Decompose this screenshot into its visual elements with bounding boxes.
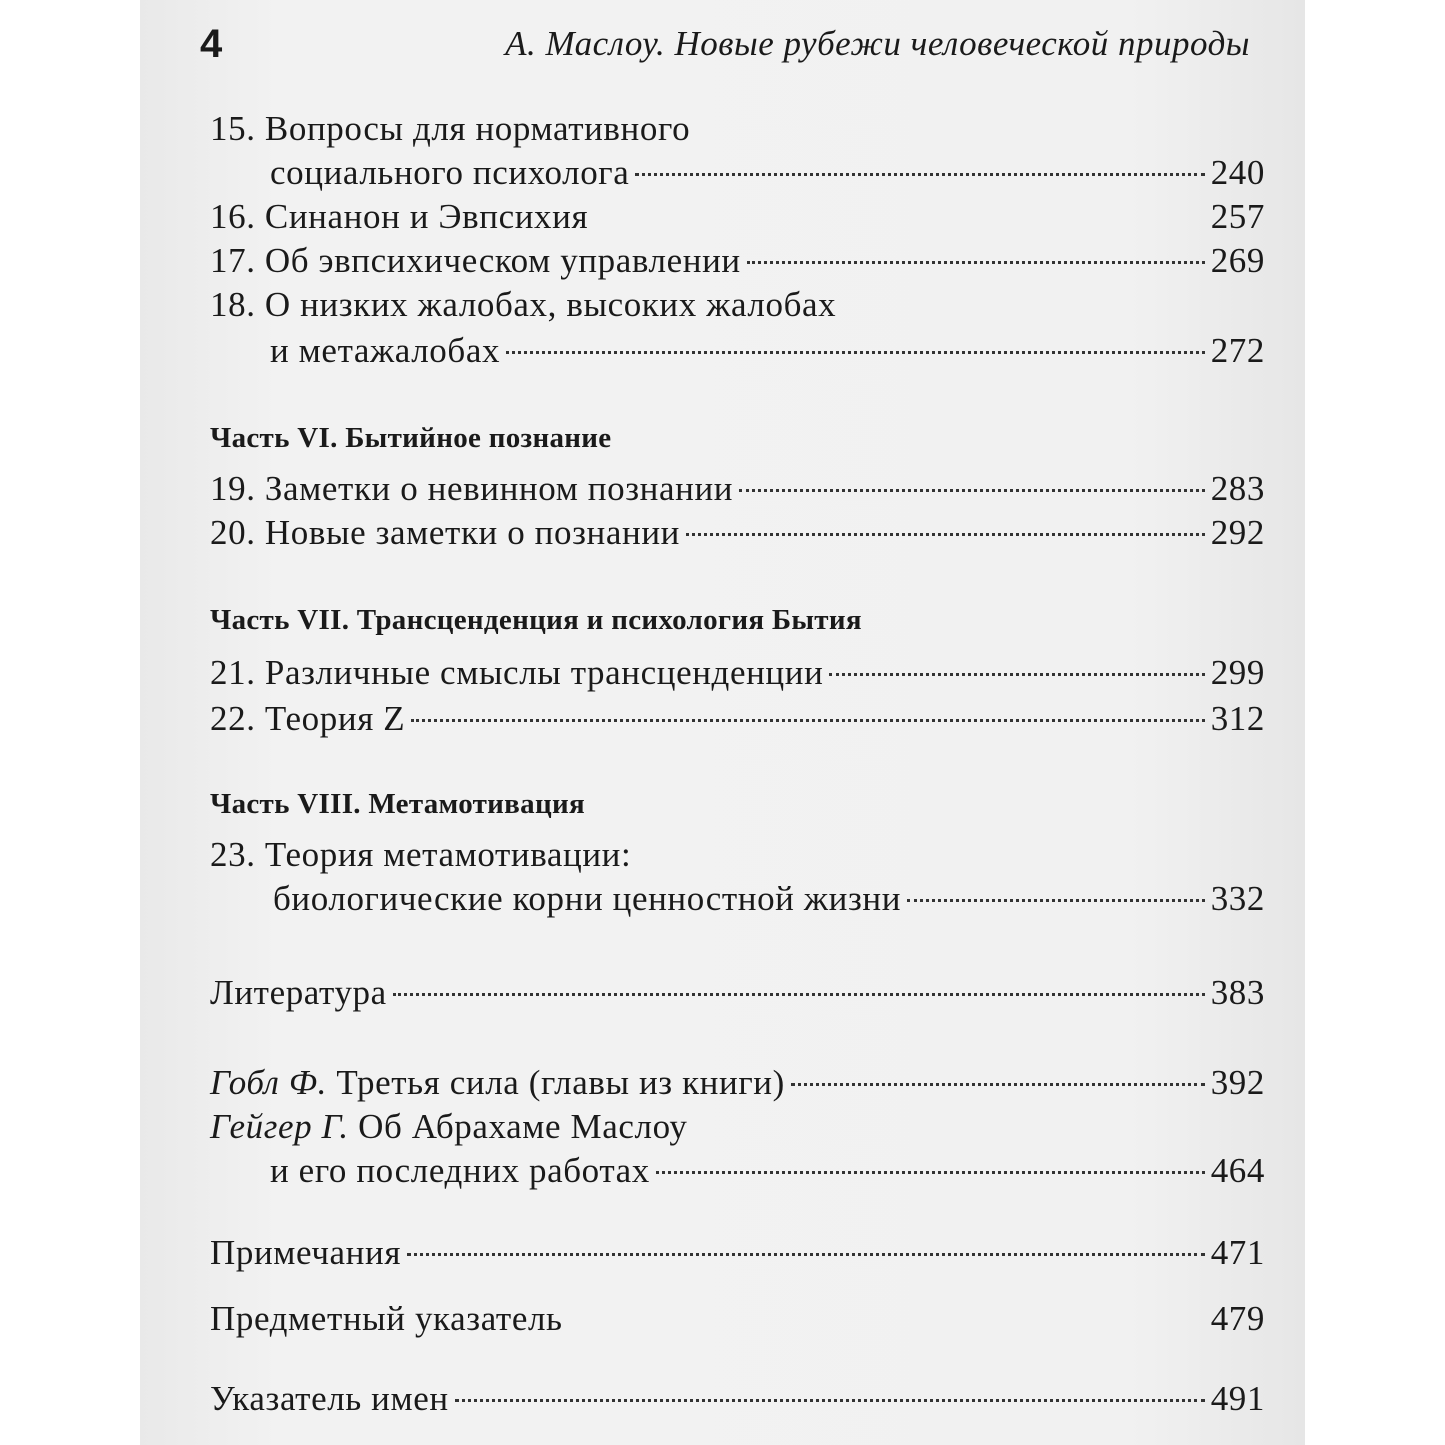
toc-entry-literature — [210, 972, 1265, 1014]
toc-entry-23-line1 — [210, 834, 1265, 876]
toc-entry-15-line1 — [210, 108, 1265, 150]
toc-entry-subject-index — [210, 1298, 1265, 1340]
dot-leader — [747, 261, 1205, 264]
toc-entry-18 — [210, 330, 1265, 372]
toc-entry-16 — [210, 196, 1265, 238]
toc-page-number: 464 — [1210, 1151, 1265, 1190]
toc-entry-label: 15. Вопросы для нормативного — [210, 109, 691, 148]
toc-entry-label: и его последних работах — [270, 1151, 650, 1190]
toc-page-number: 240 — [1210, 153, 1265, 192]
part-heading: Часть VI. Бытийное познание — [210, 422, 612, 454]
part-heading: Часть VII. Трансценденция и психология Бытия — [210, 604, 862, 636]
toc-page-number: 383 — [1210, 973, 1265, 1012]
toc-page-number: 332 — [1210, 879, 1265, 918]
dot-leader — [829, 673, 1204, 676]
toc-page-number: 283 — [1210, 469, 1265, 508]
toc-entry-name-index — [210, 1378, 1265, 1420]
dot-leader — [656, 1171, 1205, 1174]
toc-page-number: 292 — [1210, 513, 1265, 552]
dot-leader — [739, 489, 1205, 492]
toc-entry-label: 23. Теория метамотивации: — [210, 835, 632, 874]
toc-entry-label — [210, 1062, 785, 1104]
toc-entry-label: Предметный указатель — [210, 1299, 563, 1338]
dot-leader — [455, 1399, 1205, 1402]
toc-entry-label: 17. Об эвпсихическом управлении — [210, 241, 741, 280]
toc-entry-23 — [210, 878, 1265, 920]
work-title: Третья сила (главы из книги) — [336, 1063, 785, 1102]
running-title: А. Маслоу. Новые рубежи человеческой природы — [505, 24, 1250, 63]
work-title: Об Абрахаме Маслоу — [358, 1107, 688, 1146]
book-page — [140, 0, 1305, 1445]
toc-entry-15 — [210, 152, 1265, 194]
toc-page-number: 299 — [1210, 653, 1265, 692]
page-header — [200, 18, 1250, 78]
dot-leader — [411, 719, 1204, 722]
toc-entry-notes — [210, 1232, 1265, 1274]
toc-entry-label: 18. О низких жалобах, высоких жалобах — [210, 285, 837, 324]
toc-entry-18-line1 — [210, 284, 1265, 326]
toc-entry-label: 16. Синанон и Эвпсихия — [210, 197, 589, 236]
dot-leader — [407, 1253, 1205, 1256]
toc-entry-label: 22. Теория Z — [210, 699, 406, 738]
toc-entry-19 — [210, 468, 1265, 510]
toc-entry-goble — [210, 1062, 1265, 1104]
toc-page-number: 312 — [1210, 699, 1265, 738]
dot-leader — [791, 1083, 1205, 1086]
toc-page-number: 392 — [1210, 1063, 1265, 1102]
part-heading: Часть VIII. Метамотивация — [210, 788, 585, 820]
toc-page-number: 269 — [1210, 241, 1265, 280]
author-name: Гейгер Г. — [210, 1107, 349, 1146]
toc-page-number: 479 — [1210, 1299, 1265, 1338]
dot-leader — [686, 533, 1205, 536]
toc-entry-17 — [210, 240, 1265, 282]
toc-entry-label: 19. Заметки о невинном познании — [210, 469, 734, 508]
toc-entry-label — [210, 1106, 687, 1148]
toc-entry-20 — [210, 512, 1265, 554]
dot-leader — [635, 173, 1204, 176]
dot-leader — [506, 351, 1205, 354]
toc-page-number: 471 — [1210, 1233, 1265, 1272]
toc-entry-label: социального психолога — [270, 153, 630, 192]
toc-entry-label: и метажалобах — [270, 331, 501, 370]
toc-page-number: 491 — [1210, 1379, 1265, 1418]
author-name: Гобл Ф. — [210, 1063, 327, 1102]
dot-leader — [393, 993, 1205, 996]
toc-entry-label: Литература — [210, 973, 387, 1012]
dot-leader — [907, 899, 1205, 902]
toc-page-number: 257 — [1210, 197, 1265, 236]
toc-entry-geiger-line1 — [210, 1106, 1265, 1148]
toc-page-number: 272 — [1210, 331, 1265, 370]
toc-entry-21 — [210, 652, 1265, 694]
toc-entry-label: 20. Новые заметки о познании — [210, 513, 680, 552]
page-number: 4 — [200, 22, 223, 66]
toc-entry-label: 21. Различные смыслы трансценденции — [210, 653, 824, 692]
toc-entry-label: Указатель имен — [210, 1379, 449, 1418]
toc-entry-geiger — [210, 1150, 1265, 1192]
toc-entry-label: Примечания — [210, 1233, 402, 1272]
toc-entry-22 — [210, 698, 1265, 740]
toc-entry-label: биологические корни ценностной жизни — [273, 879, 902, 918]
